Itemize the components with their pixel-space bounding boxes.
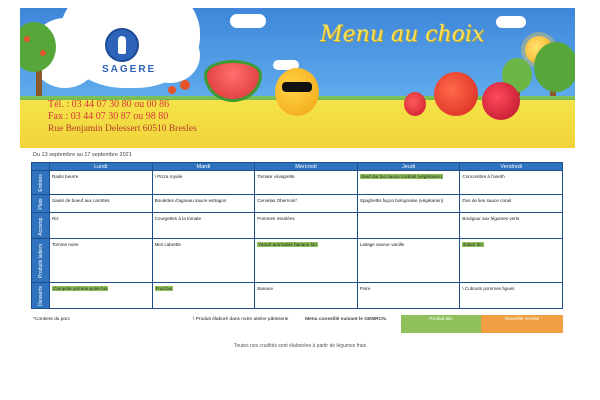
menu-cell bbox=[50, 195, 153, 213]
strawberry-icon bbox=[404, 92, 426, 116]
dish-name: Tomate vinaigrette bbox=[257, 174, 295, 179]
menu-cell bbox=[50, 171, 153, 195]
dish-name: Concombre à l'aneth bbox=[462, 174, 505, 179]
footer-note: Toutes nos crudités sont élaborées à partir de légumes frais bbox=[233, 343, 367, 349]
menu-cell bbox=[357, 195, 460, 213]
dish-name: Tomme noire bbox=[52, 242, 79, 247]
menu-cell bbox=[357, 171, 460, 195]
dish-name: Spaghettis façon bolognaise (végétarien) bbox=[359, 198, 444, 203]
menu-row bbox=[32, 171, 563, 195]
menu-cell bbox=[460, 195, 563, 213]
menu-cell bbox=[152, 283, 255, 309]
menu-cell bbox=[152, 213, 255, 239]
dish-name: Pommes rissolées bbox=[257, 216, 295, 221]
row-category-label: Plats bbox=[37, 197, 44, 210]
row-category bbox=[32, 283, 50, 309]
row-category bbox=[32, 239, 50, 283]
menu-cell bbox=[50, 283, 153, 309]
menu-cell bbox=[460, 283, 563, 309]
dish-name: Oeuf dur bio sauce cocktail (végétarien) bbox=[360, 174, 442, 179]
dish-name: \ Cubouts pommes figues bbox=[462, 286, 515, 291]
dish-name: Laitage saveur vanille bbox=[359, 242, 405, 247]
legend-bio: Produit Bio bbox=[401, 315, 481, 333]
row-category-label: Entrées bbox=[37, 173, 44, 192]
row-category-label: Desserts bbox=[37, 285, 44, 306]
menu-cell bbox=[255, 171, 358, 195]
menu-cell bbox=[357, 283, 460, 309]
day-header-row bbox=[32, 163, 563, 171]
dish-name: Courgettes à la tomate bbox=[154, 216, 202, 221]
page-title: Menu au choix bbox=[320, 22, 485, 47]
row-category-label: Accomp. bbox=[37, 215, 44, 236]
sunglasses-icon bbox=[282, 82, 312, 92]
menu-row bbox=[32, 213, 563, 239]
legend-gemrcn: Menu conseillé suivant le GEMRCN. bbox=[305, 317, 387, 322]
dish-name: Poire bbox=[359, 286, 371, 291]
menu-cell bbox=[152, 195, 255, 213]
dish-name: Boulettes d'agneau sauce estragon bbox=[154, 198, 227, 203]
dish-name: Compote pomme-poire bio bbox=[53, 286, 108, 291]
menu-cell bbox=[460, 239, 563, 283]
legend-patisserie: \ Produit élaboré dans notre atelier pâtisserie bbox=[193, 317, 289, 322]
day-header-lundi: Lundi bbox=[50, 163, 153, 171]
apple-tree-icon bbox=[20, 16, 60, 106]
row-category-label: Produits laitiers bbox=[37, 243, 44, 278]
dish-name: Dos de lieu sauce corail bbox=[462, 198, 512, 203]
fax-text: Fax : 03 44 07 30 87 ou 98 80 bbox=[48, 111, 169, 122]
menu-cell bbox=[50, 213, 153, 239]
menu-row bbox=[32, 239, 563, 283]
dish-name: Riz bbox=[52, 216, 59, 221]
phone-text: Tél. : 03 44 07 30 80 ou 00 86 bbox=[48, 99, 170, 110]
dish-name: Yaourt aromatisé banane bio bbox=[258, 242, 317, 247]
dish-name: Mini cabrette bbox=[154, 242, 181, 247]
date-range: Du 13 septembre au 17 septembre 2021 bbox=[33, 152, 132, 158]
apple-icon bbox=[168, 86, 176, 94]
tomato-icon bbox=[434, 72, 478, 116]
dish-name: Cervelas Obernois* bbox=[257, 198, 298, 203]
day-header-vendredi: Vendredi bbox=[460, 163, 563, 171]
dish-name: Fruit bio bbox=[155, 286, 173, 291]
table-corner bbox=[32, 163, 50, 171]
dish-name: Banane bbox=[257, 286, 274, 291]
cherry-icon bbox=[482, 82, 520, 120]
row-category bbox=[32, 171, 50, 195]
row-category bbox=[32, 195, 50, 213]
menu-cell bbox=[255, 239, 358, 283]
menu-cell bbox=[255, 213, 358, 239]
menu-banner bbox=[20, 8, 575, 148]
day-header-jeudi: Jeudi bbox=[357, 163, 460, 171]
menu-cell bbox=[50, 239, 153, 283]
legend-nouvelle-recette: Nouvelle recette bbox=[481, 315, 563, 333]
menu-cell bbox=[255, 283, 358, 309]
cloud-decoration bbox=[230, 14, 266, 28]
dish-name: Edam bio bbox=[463, 242, 483, 247]
menu-cell bbox=[357, 213, 460, 239]
apple-icon bbox=[180, 80, 190, 90]
menu-cell bbox=[460, 213, 563, 239]
menu-cell bbox=[460, 171, 563, 195]
address-text: Rue Benjamin Delessert 60510 Bresles bbox=[48, 124, 197, 134]
dish-name: Sauté de boeuf aux carottes bbox=[52, 198, 110, 203]
dish-name: Radis beurre bbox=[52, 174, 79, 179]
day-header-mercredi: Mercredi bbox=[255, 163, 358, 171]
dish-name: \ Pizza royale bbox=[154, 174, 183, 179]
menu-cell bbox=[152, 171, 255, 195]
pepper-icon bbox=[275, 68, 319, 116]
menu-cell bbox=[152, 239, 255, 283]
sagere-logo-icon bbox=[105, 28, 139, 62]
legend bbox=[31, 315, 563, 333]
menu-cell bbox=[357, 239, 460, 283]
cloud-decoration bbox=[496, 16, 526, 28]
menu-cell bbox=[255, 195, 358, 213]
logo-text: SAGERE bbox=[102, 64, 157, 75]
dish-name: Boulgour aux légumes verts bbox=[462, 216, 520, 221]
menu-table bbox=[31, 162, 563, 309]
day-header-mardi: Mardi bbox=[152, 163, 255, 171]
row-category bbox=[32, 213, 50, 239]
legend-porc: *Contient du porc bbox=[33, 317, 71, 322]
menu-row bbox=[32, 283, 563, 309]
contact-info bbox=[48, 99, 197, 135]
menu-row bbox=[32, 195, 563, 213]
